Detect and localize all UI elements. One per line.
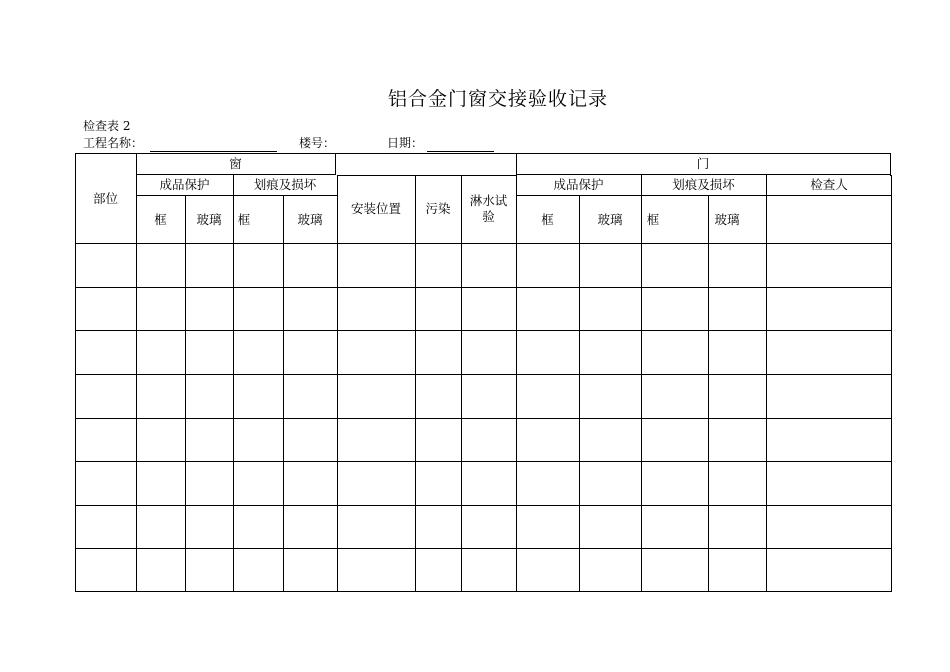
header-install-position: 安装位置 xyxy=(350,201,401,216)
table-rule xyxy=(283,195,284,592)
table-rule xyxy=(75,243,892,244)
table-rule xyxy=(75,374,892,375)
header-inspector: 检查人 xyxy=(810,177,848,192)
table-rule xyxy=(75,505,892,506)
header-window-protection-frame: 框 xyxy=(154,211,167,227)
header-position: 部位 xyxy=(92,190,118,206)
header-rain-test-line1: 淋水试 xyxy=(469,193,508,208)
header-door: 门 xyxy=(696,156,710,171)
table-rule xyxy=(75,461,892,462)
table-rule xyxy=(766,174,767,592)
project-name-field[interactable] xyxy=(150,151,277,152)
header-window-protection-glass: 玻璃 xyxy=(196,211,222,227)
header-door-protection-glass: 玻璃 xyxy=(597,211,623,227)
form-number: 检查表 2 xyxy=(83,119,131,133)
header-window-scratch-glass: 玻璃 xyxy=(297,211,323,227)
header-door-protection-frame: 框 xyxy=(541,211,554,227)
header-rain-test-line2: 验 xyxy=(482,209,495,224)
table-rule xyxy=(75,418,892,419)
building-number-label: 楼号： xyxy=(299,136,336,150)
table-rule xyxy=(75,548,892,549)
header-door-scratch: 划痕及损坏 xyxy=(672,177,735,192)
project-name-label: 工程名称： xyxy=(83,136,144,150)
date-label: 日期： xyxy=(387,136,424,150)
date-field[interactable] xyxy=(427,151,494,152)
header-rain-test xyxy=(461,175,516,243)
table-rule xyxy=(708,195,709,592)
table-rule xyxy=(75,287,892,288)
table-rule xyxy=(75,591,892,592)
header-window-scratch: 划痕及损坏 xyxy=(253,177,317,192)
header-window: 窗 xyxy=(229,156,242,171)
header-window-protection: 成品保护 xyxy=(159,177,210,192)
document-title: 铝合金门窗交接验收记录 xyxy=(387,88,608,110)
table-rule xyxy=(891,175,892,592)
header-door-scratch-glass: 玻璃 xyxy=(714,211,740,227)
table-rule xyxy=(579,195,580,592)
table-rule xyxy=(335,153,336,175)
header-door-scratch-frame: 框 xyxy=(646,211,660,227)
table-rule xyxy=(75,330,892,331)
header-window-scratch-frame: 框 xyxy=(237,211,251,227)
table-rule xyxy=(185,195,186,592)
header-door-protection: 成品保护 xyxy=(553,177,604,192)
header-stain: 污染 xyxy=(425,201,451,216)
table-rule xyxy=(890,153,891,176)
